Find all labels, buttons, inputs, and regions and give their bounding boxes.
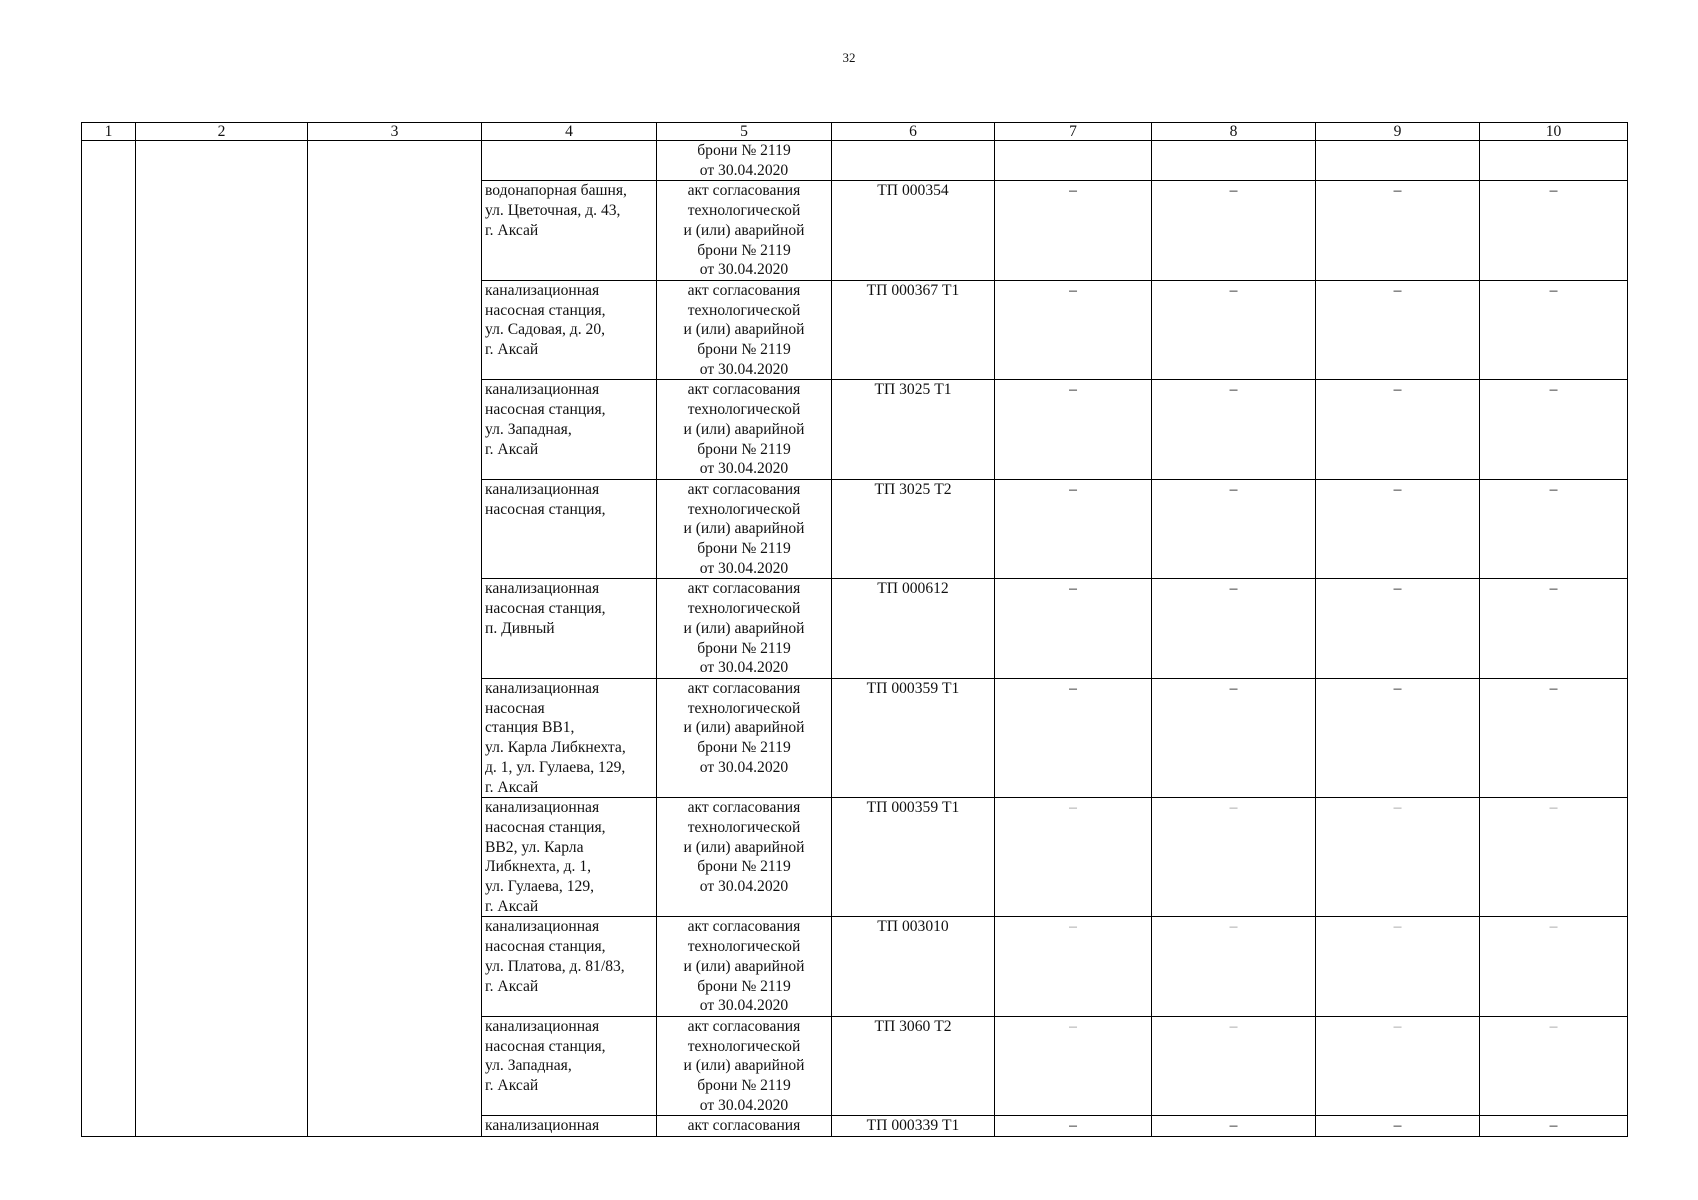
cell-col7: – <box>995 1116 1152 1137</box>
object-description: водонапорная башня, ул. Цветочная, д. 43, г. Аксай <box>482 181 657 281</box>
cell-col9 <box>1316 141 1480 181</box>
cell-col10: – <box>1480 798 1628 917</box>
cell-col9: – <box>1316 479 1480 579</box>
act-reference: акт согласования технологической и (или) аварийной брони № 2119 от 30.04.2020 <box>657 181 832 281</box>
cell-col7: – <box>995 479 1152 579</box>
cell-col8: – <box>1152 917 1316 1017</box>
cell-col7: – <box>995 280 1152 380</box>
cell-col8: – <box>1152 380 1316 480</box>
cell-col10: – <box>1480 280 1628 380</box>
cell-col8: – <box>1152 1016 1316 1116</box>
object-description: канализационная насосная станция, ул. Садовая, д. 20, г. Аксай <box>482 280 657 380</box>
cell-col10: – <box>1480 479 1628 579</box>
tp-code: ТП 000359 Т1 <box>832 678 995 797</box>
object-description: канализационная насосная станция, <box>482 479 657 579</box>
cell-col10: – <box>1480 917 1628 1017</box>
col-header-7: 7 <box>995 123 1152 141</box>
object-description: канализационная насосная станция, ул. Платова, д. 81/83, г. Аксай <box>482 917 657 1017</box>
cell-col9: – <box>1316 280 1480 380</box>
cell-col10: – <box>1480 181 1628 281</box>
cell-col8: – <box>1152 479 1316 579</box>
cell-col7: – <box>995 798 1152 917</box>
act-reference: брони № 2119 от 30.04.2020 <box>657 141 832 181</box>
tp-code: ТП 000359 Т1 <box>832 798 995 917</box>
col-header-6: 6 <box>832 123 995 141</box>
object-description <box>482 141 657 181</box>
act-reference: акт согласования технологической и (или) аварийной брони № 2119 от 30.04.2020 <box>657 579 832 679</box>
col-header-1: 1 <box>82 123 136 141</box>
cell-col10 <box>1480 141 1628 181</box>
tp-code <box>832 141 995 181</box>
cell-col7: – <box>995 579 1152 679</box>
object-description: канализационная насосная станция ВВ1, ул. Карла Либкнехта, д. 1, ул. Гулаева, 129, г. Аксай <box>482 678 657 797</box>
cell-col7: – <box>995 1016 1152 1116</box>
tp-code: ТП 000354 <box>832 181 995 281</box>
cell-col10: – <box>1480 678 1628 797</box>
col-header-3: 3 <box>308 123 482 141</box>
col-header-9: 9 <box>1316 123 1480 141</box>
tp-code: ТП 3025 Т1 <box>832 380 995 480</box>
cell-col3-merged <box>308 141 482 1137</box>
act-reference: акт согласования технологической и (или) аварийной брони № 2119 от 30.04.2020 <box>657 917 832 1017</box>
cell-col9: – <box>1316 917 1480 1017</box>
cell-col9: – <box>1316 798 1480 917</box>
col-header-10: 10 <box>1480 123 1628 141</box>
cell-col10: – <box>1480 380 1628 480</box>
cell-col9: – <box>1316 181 1480 281</box>
tp-code: ТП 3060 Т2 <box>832 1016 995 1116</box>
table-row <box>82 141 1628 181</box>
cell-col9: – <box>1316 1116 1480 1137</box>
act-reference: акт согласования технологической и (или) аварийной брони № 2119 от 30.04.2020 <box>657 479 832 579</box>
cell-col10: – <box>1480 1016 1628 1116</box>
object-description: канализационная насосная станция, п. Дивный <box>482 579 657 679</box>
cell-col8 <box>1152 141 1316 181</box>
tp-code: ТП 000339 Т1 <box>832 1116 995 1137</box>
col-header-8: 8 <box>1152 123 1316 141</box>
cell-col8: – <box>1152 798 1316 917</box>
act-reference: акт согласования технологической и (или) аварийной брони № 2119 от 30.04.2020 <box>657 380 832 480</box>
cell-col9: – <box>1316 1016 1480 1116</box>
cell-col7 <box>995 141 1152 181</box>
act-reference: акт согласования технологической и (или) аварийной брони № 2119 от 30.04.2020 <box>657 280 832 380</box>
cell-col9: – <box>1316 678 1480 797</box>
act-reference: акт согласования технологической и (или) аварийной брони № 2119 от 30.04.2020 <box>657 798 832 917</box>
col-header-5: 5 <box>657 123 832 141</box>
cell-col9: – <box>1316 380 1480 480</box>
cell-col8: – <box>1152 280 1316 380</box>
cell-col8: – <box>1152 678 1316 797</box>
cell-col10: – <box>1480 579 1628 679</box>
cell-col7: – <box>995 380 1152 480</box>
tp-code: ТП 000612 <box>832 579 995 679</box>
cell-col2-merged <box>136 141 308 1137</box>
cell-col9: – <box>1316 579 1480 679</box>
tp-code: ТП 3025 Т2 <box>832 479 995 579</box>
object-description: канализационная насосная станция, ул. Западная, г. Аксай <box>482 1016 657 1116</box>
cell-col8: – <box>1152 181 1316 281</box>
cell-col10: – <box>1480 1116 1628 1137</box>
header-row <box>82 123 1628 141</box>
cell-col7: – <box>995 678 1152 797</box>
col-header-2: 2 <box>136 123 308 141</box>
data-table <box>81 122 1628 1137</box>
col-header-4: 4 <box>482 123 657 141</box>
tp-code: ТП 000367 Т1 <box>832 280 995 380</box>
object-description: канализационная <box>482 1116 657 1137</box>
cell-col8: – <box>1152 579 1316 679</box>
act-reference: акт согласования технологической и (или) аварийной брони № 2119 от 30.04.2020 <box>657 678 832 797</box>
tp-code: ТП 003010 <box>832 917 995 1017</box>
page-number: 32 <box>842 50 856 65</box>
act-reference: акт согласования технологической и (или) аварийной брони № 2119 от 30.04.2020 <box>657 1016 832 1116</box>
act-reference: акт согласования <box>657 1116 832 1137</box>
object-description: канализационная насосная станция, ул. Западная, г. Аксай <box>482 380 657 480</box>
cell-col7: – <box>995 917 1152 1017</box>
cell-col7: – <box>995 181 1152 281</box>
cell-col1-merged <box>82 141 136 1137</box>
object-description: канализационная насосная станция, ВВ2, ул. Карла Либкнехта, д. 1, ул. Гулаева, 129, г. Аксай <box>482 798 657 917</box>
cell-col8: – <box>1152 1116 1316 1137</box>
